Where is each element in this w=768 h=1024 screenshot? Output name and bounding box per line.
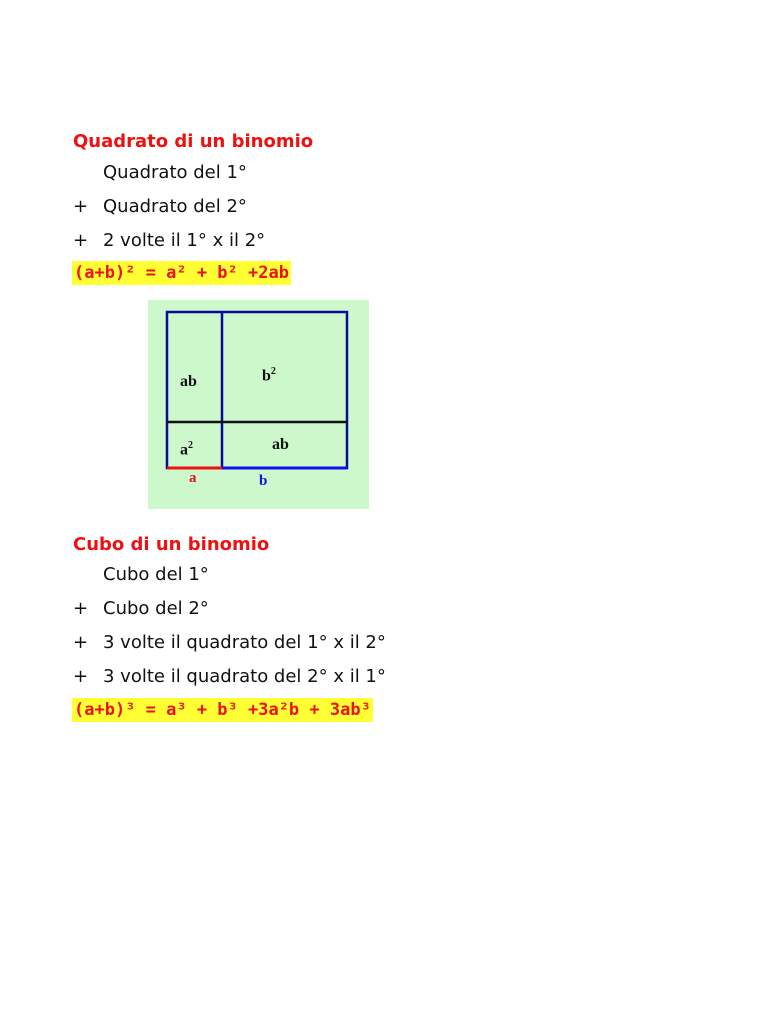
label-b-exponent: 2 [270, 366, 276, 377]
label-a-base: a [180, 441, 188, 459]
label-a-exponent: 2 [188, 440, 193, 451]
line-text: 2 volte il 1° x il 2° [103, 230, 266, 251]
section2-line-2 [73, 598, 209, 619]
line-text: 3 volte il quadrato del 2° x il 1° [103, 666, 386, 687]
section2-line-1 [73, 564, 209, 585]
line-prefix: + [73, 598, 89, 619]
line-prefix: + [73, 230, 89, 251]
line-prefix: + [73, 196, 89, 217]
label-a-squared [180, 440, 193, 459]
section2-line-3 [73, 632, 386, 653]
line-prefix: + [73, 666, 89, 687]
line-text: Cubo del 1° [103, 564, 209, 585]
square-formula: (a+b)² = a² + b² +2ab [74, 263, 289, 283]
label-ab-top: ab [180, 373, 197, 390]
line-prefix: + [73, 632, 89, 653]
section1-line-3 [73, 230, 265, 251]
section1-title: Quadrato di un binomio [73, 131, 314, 152]
axis-label-a: a [189, 470, 197, 486]
section2-title: Cubo di un binomio [73, 534, 270, 555]
line-text: 3 volte il quadrato del 1° x il 2° [103, 632, 386, 653]
label-b-base: b [262, 367, 271, 385]
section2-line-4 [73, 666, 386, 687]
label-b-squared [262, 366, 276, 385]
section1-line-2 [73, 196, 247, 217]
binomial-square-figure [148, 300, 369, 509]
cube-formula: (a+b)³ = a³ + b³ +3a²b + 3ab³ [74, 700, 371, 720]
line-text: Cubo del 2° [103, 598, 209, 619]
axis-label-b: b [259, 473, 268, 489]
line-text: Quadrato del 2° [103, 196, 247, 217]
label-ab-right: ab [272, 436, 289, 453]
section1-line-1 [73, 162, 247, 183]
line-text: Quadrato del 1° [103, 162, 247, 183]
